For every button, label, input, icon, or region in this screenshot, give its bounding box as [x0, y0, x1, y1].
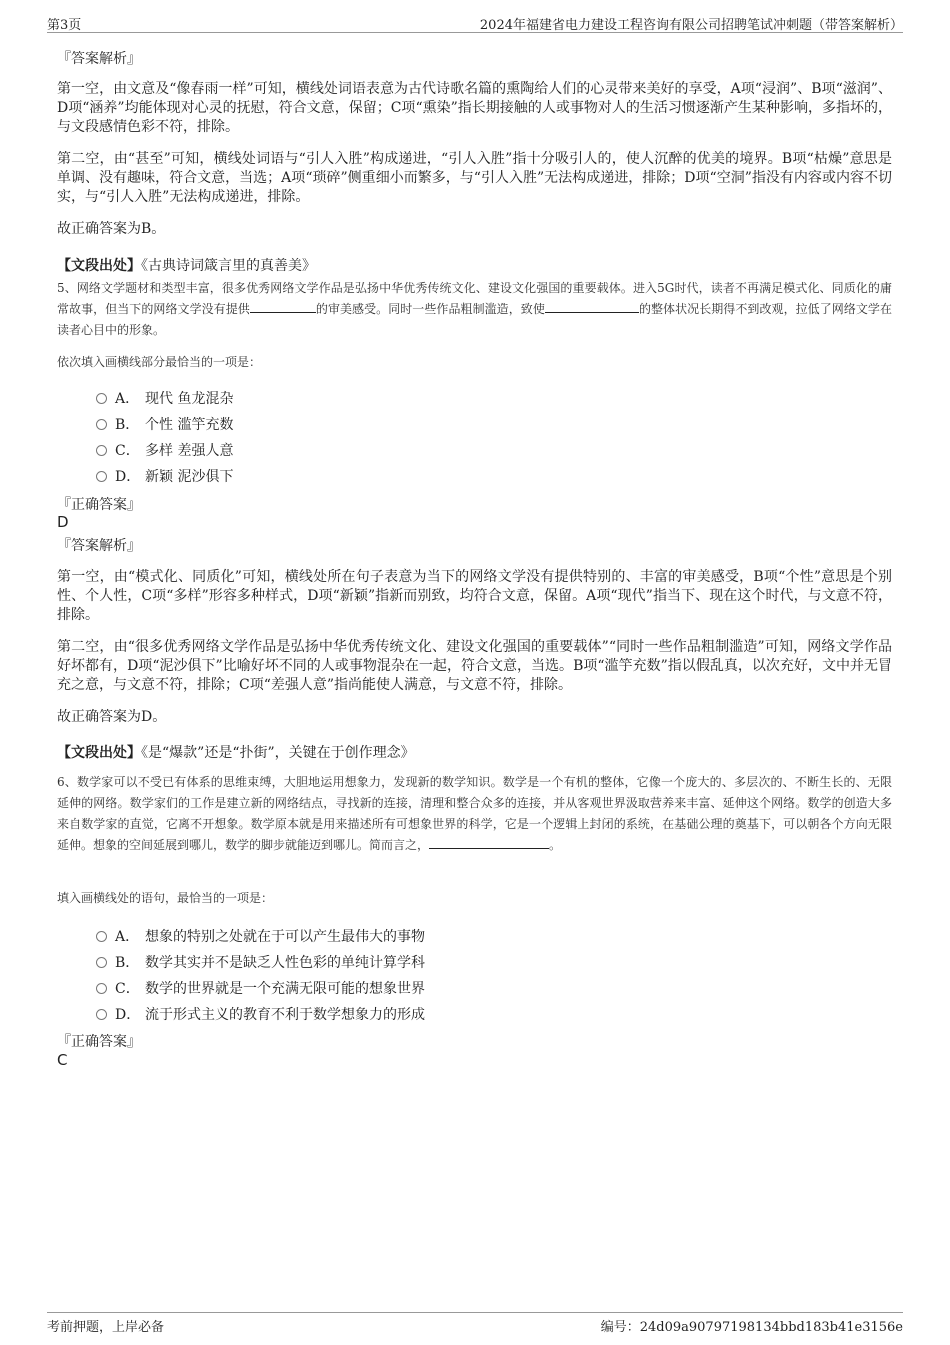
q6-option-d[interactable]: D． 流于形式主义的教育不利于数学想象力的形成: [96, 1004, 425, 1024]
footer-slogan: 考前押题，上岸必备: [47, 1320, 165, 1335]
radio-icon[interactable]: [96, 419, 107, 430]
q6-option-c[interactable]: C． 数学的世界就是一个充满无限可能的想象世界: [96, 978, 425, 998]
q5-option-b[interactable]: B． 个性 滥竽充数: [96, 414, 233, 434]
q5-stem-part2: 的审美感受。同时一些作品粗制滥造，致使: [315, 302, 545, 316]
q5-stem-part1: 5、网络文学题材和类型丰富，很多优秀网络文学作品是弘扬中华优秀传统文化、建设文化强国的重要载体。进入5G时代，读者不再满足模式化、同质化的庸常故事，但当下的网络文学没有提供: [57, 281, 892, 316]
q5-blank-2: [545, 300, 639, 313]
q5-answer-label: 『正确答案』: [57, 497, 141, 513]
q6-option-b[interactable]: B． 数学其实并不是缺乏人性色彩的单纯计算学科: [96, 952, 425, 972]
q5-blank-1: [250, 300, 316, 313]
q5-option-d[interactable]: D． 新颖 泥沙俱下: [96, 466, 233, 486]
q5-option-c[interactable]: C． 多样 差强人意: [96, 440, 233, 460]
q6-stem-text: 6、数学家可以不受已有体系的思维束缚，大胆地运用想象力，发现新的数学知识。数学是一个有机的整体，它像一个庞大的、多层次的、不断生长的、无限延伸的网络。数学家们的工作是建立新的网络结点，寻找新的连接，清理和整合众多的连接，并从客观世界汲取营养来丰富、延伸这个网络。数学的创造大多来自数学家的直觉，它离不开想象。数学原本就是用来描述所有可想象世界的科学，它是一个逻辑上封闭的系统，在基础公理的奠基下，可以朝各个方向无限延伸。想象的空间延展到哪儿，数学的脚步就能迈到哪儿。简而言之，: [57, 775, 892, 852]
q5-analysis-para2: 第二空，由“很多优秀网络文学作品是弘扬中华优秀传统文化、建设文化强国的重要载体”“同时一些作品粗制滥造”可知，网络文学作品好坏都有，D项“泥沙俱下”比喻好坏不同的人或事物混杂在一起，符合文意，当选。B项“滥竽充数”指以假乱真，以次充好，文中并无冒充之意，与文意不符，排除；C项“差强人意”指尚能使人满意，与文意不符，排除。: [57, 639, 892, 693]
q4-analysis-para2: 第二空，由“甚至”可知，横线处词语与“引人入胜”构成递进，“引人入胜”指十分吸引人的，使人沉醉的优美的境界。B项“枯燥”意思是单调、没有趣味，符合文意，当选；A项“琐碎”侧重细小而繁多，与“引人入胜”无法构成递进，排除；D项“空洞”指没有内容或内容不切实，与“引人入胜”无法构成递进，排除。: [57, 151, 892, 205]
q4-source: [57, 255, 892, 275]
q4-conclusion: 故正确答案为B。: [57, 221, 166, 237]
radio-icon[interactable]: [96, 931, 107, 942]
q5-source: [57, 742, 892, 762]
page-header: [47, 10, 903, 33]
q6-option-a[interactable]: A． 想象的特别之处就在于可以产生最伟大的事物: [96, 926, 425, 946]
page-footer: [47, 1312, 903, 1337]
q5-instruction: 依次填入画横线部分最恰当的一项是：: [57, 355, 262, 369]
page-number: 第3页: [47, 18, 82, 33]
radio-icon[interactable]: [96, 1009, 107, 1020]
radio-icon[interactable]: [96, 471, 107, 482]
q6-blank: [429, 836, 549, 849]
q6-stem: [57, 772, 892, 856]
q4-analysis-label: 『答案解析』: [57, 51, 141, 67]
radio-icon[interactable]: [96, 983, 107, 994]
q4-analysis-para1: 第一空，由文意及“像春雨一样”可知，横线处词语表意为古代诗歌名篇的熏陶给人们的心灵带来美好的享受，A项“浸润”、B项“滋润”、D项“涵养”均能体现对心灵的抚慰，符合文意，保留；C项“熏染”指长期接触的人或事物对人的生活习惯逐渐产生某种影响，多指坏的，与文段感情色彩不符，排除。: [57, 81, 892, 135]
q5-stem: [57, 278, 892, 341]
q5-analysis-para1: 第一空，由“模式化、同质化”可知，横线处所在句子表意为当下的网络文学没有提供特别的、丰富的审美感受，B项“个性”意思是个别性、个人性，C项“多样”形容多种样式，D项“新颖”指新而别致，均符合文意，保留。A项“现代”指当下、现在这个时代，与文意不符，排除。: [57, 569, 892, 623]
q6-instruction: 填入画横线处的语句，最恰当的一项是：: [57, 891, 274, 905]
q5-option-a[interactable]: A． 现代 鱼龙混杂: [96, 388, 233, 408]
q4-source-label: 【文段出处】: [57, 258, 141, 274]
radio-icon[interactable]: [96, 445, 107, 456]
radio-icon[interactable]: [96, 957, 107, 968]
document-title: 2024年福建省电力建设工程咨询有限公司招聘笔试冲刺题（带答案解析）: [479, 18, 903, 33]
q6-answer: C: [57, 1051, 68, 1069]
q5-answer: D: [57, 513, 69, 531]
q6-stem-end: 。: [549, 838, 562, 852]
q5-stem-part3: 的整体状况长期得不到改观，拉低了网络文学在读者心目中的形象。: [57, 302, 892, 337]
radio-icon[interactable]: [96, 393, 107, 404]
q6-answer-label: 『正确答案』: [57, 1034, 141, 1050]
q4-source-title: 《古典诗词箴言里的真善美》: [141, 258, 316, 274]
q5-conclusion: 故正确答案为D。: [57, 709, 167, 725]
footer-serial: 编号：24d09a90797198134bbd183b41e3156e: [600, 1320, 903, 1335]
q5-source-label: 【文段出处】: [57, 745, 141, 761]
q5-analysis-label: 『答案解析』: [57, 538, 141, 554]
q5-source-title: 《是“爆款”还是“扑街”，关键在于创作理念》: [141, 745, 415, 761]
